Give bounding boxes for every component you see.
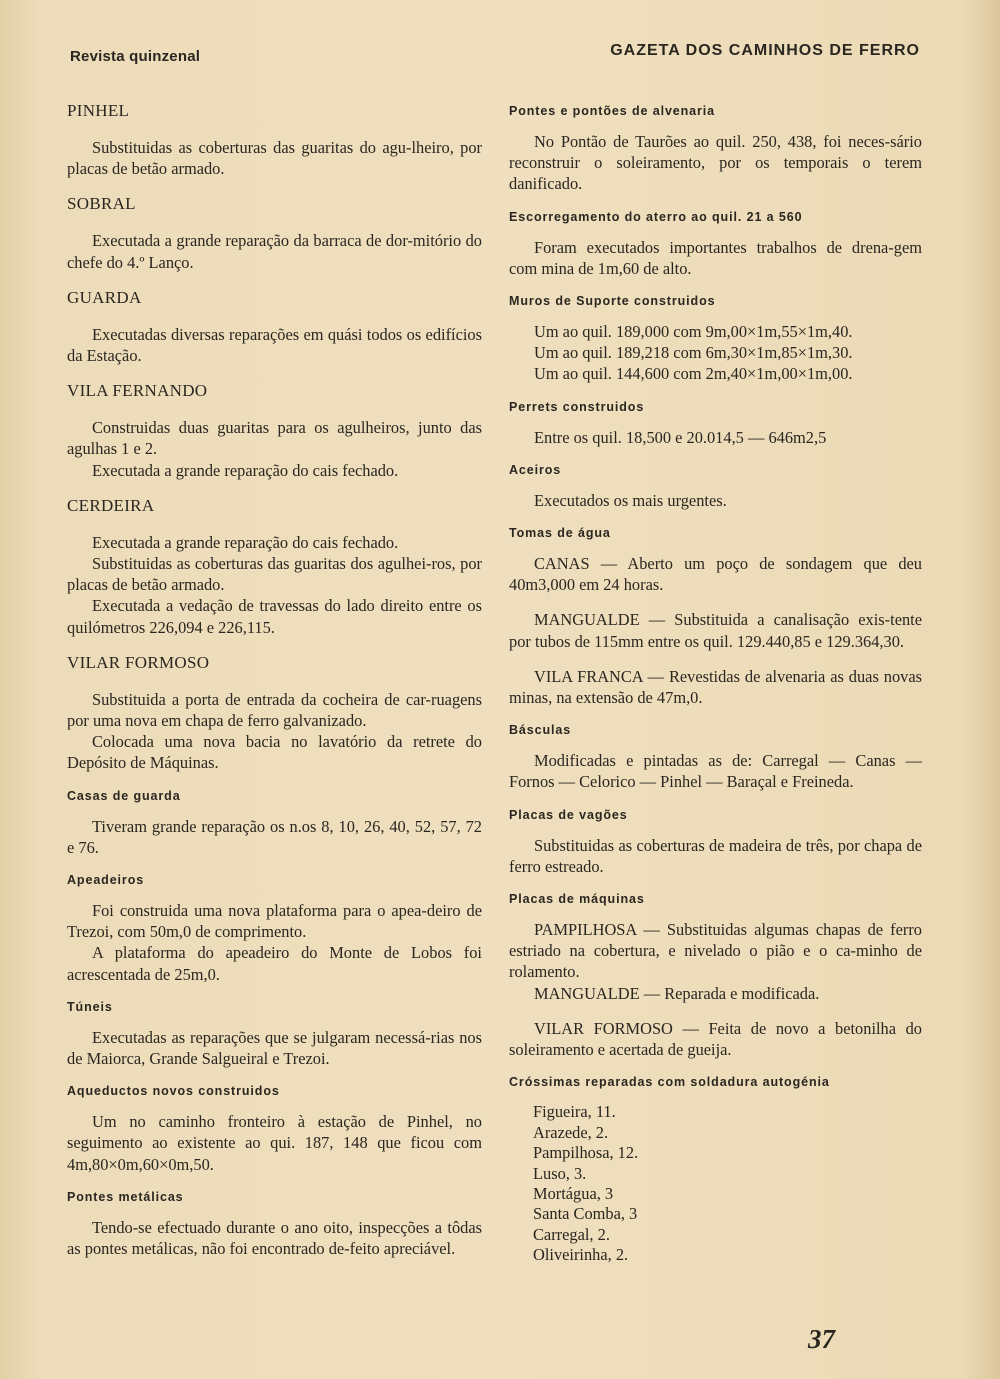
paragraph: Executadas diversas reparações em quási todos os edifícios da Estação. [67,324,482,366]
subheading-escorregamento: Escorregamento do aterro ao quil. 21 a 560 [509,209,803,224]
paragraph: No Pontão de Taurões ao quil. 250, 438, foi neces-sário reconstruir o soleiramento, por os temporais o terem danificado. [509,132,922,194]
paragraph: VILAR FORMOSO — Feita de novo a betonilha do soleiramento e acertada de gueija. [509,1018,922,1060]
text-line: Um ao quil. 189,000 com 9m,00×1m,55×1m,40. [534,322,853,342]
running-header-right: GAZETA DOS CAMINHOS DE FERRO [610,42,920,59]
section-title-sobral: SOBRAL [67,194,136,214]
paragraph: Construidas duas guaritas para os agulheiros, junto das agulhas 1 e 2. [67,418,482,459]
list-item: Pampilhosa, 12. [533,1143,639,1163]
paragraph: Modificadas e pintadas as de: Carregal — Canas — Fornos — Celorico — Pinhel — Baraçal e Freineda. [509,751,922,792]
subheading-placas-de-maquinas: Placas de máquinas [509,892,645,907]
paragraph: Foram executados importantes trabalhos de drena-gem com mina de 1m,60 de alto. [509,237,922,278]
list-item: Luso, 3. [533,1163,587,1183]
paragraph: A plataforma do apeadeiro do Monte de Lobos foi acrescentada de 25m,0. [67,943,482,984]
subheading-placas-de-vagoes: Placas de vagões [509,807,628,822]
text-line: Um ao quil. 144,600 com 2m,40×1m,00×1m,00. [534,364,853,384]
subheading-tomas-de-agua: Tomas de água [509,526,611,541]
left-column [67,100,482,1259]
section-title-pinhel: PINHEL [67,101,130,120]
paragraph: Executada a grande reparação do cais fechado. [92,460,399,480]
paragraph: Um no caminho fronteiro à estação de Pinhel, no seguimento ao existente ao qui. 187, 148 que ficou com 4m,80×0m,60×0m,50. [67,1112,482,1174]
right-column [509,103,922,1266]
section-title-vilar-formoso: VILAR FORMOSO [67,652,210,672]
subheading-casas-de-guarda: Casas de guarda [67,788,181,803]
text-line: Entre os quil. 18,500 e 20.014,5 — 646m2,5 [534,427,827,447]
paragraph: Executada a vedação de travessas do lado direito entre os quilómetros 226,094 e 226,115. [67,596,482,637]
subheading-basculas: Básculas [509,723,572,738]
subheading-aqueductos: Aqueductos novos construidos [67,1084,280,1099]
paragraph: Substituida a porta de entrada da cocheira de car-ruagens por uma nova em chapa de ferro galvanizado. [67,689,482,731]
subheading-muros-de-suporte: Muros de Suporte construidos [509,294,716,309]
paragraph: Executados os mais urgentes. [534,490,727,510]
paragraph: Tendo-se efectuado durante o ano oito, inspecções a tôdas as pontes metálicas, não foi encontrado de-feito apreciável. [67,1217,482,1259]
crossimas-list [533,1102,922,1265]
list-item: Arazede, 2. [533,1122,609,1142]
paragraph: Executadas as reparações que se julgaram necessá-rias nos de Maiorca, Grande Salgueiral e Trezoi. [67,1027,482,1069]
subheading-crossimas: Cróssimas reparadas com soldadura autogénia [509,1075,830,1090]
subheading-aceiros: Aceiros [509,462,562,477]
paragraph: Substituidas as coberturas das guaritas dos agulhei-ros, por placas de betão armado. [67,554,482,595]
paragraph: MANGUALDE — Substituida a canalisação exis-tente por tubos de 115mm entre os quil. 129.440,85 e 129.364,30. [509,610,922,651]
section-title-guarda: GUARDA [67,287,142,307]
list-item: Figueira, 11. [533,1102,616,1122]
subheading-perrets: Perrets construidos [509,399,645,414]
subheading-pontes-alvenaria: Pontes e pontões de alvenaria [509,104,716,118]
list-item: Oliveirinha, 2. [533,1245,629,1265]
paragraph: Substituidas as coberturas de madeira de três, por chapa de ferro estreado. [509,835,922,876]
section-title-vila-fernando: VILA FERNANDO [67,381,208,401]
paragraph: Foi construida uma nova plataforma para o apea-deiro de Trezoi, com 50m,0 de comprimento. [67,901,482,942]
paragraph: Executada a grande reparação do cais fechado. [92,532,399,552]
paragraph: MANGUALDE — Reparada e modificada. [534,983,820,1003]
paragraph: VILA FRANCA — Revestidas de alvenaria as duas novas minas, na extensão de 47m,0. [509,666,922,708]
text-line: Um ao quil. 189,218 com 6m,30×1m,85×1m,30. [534,343,853,363]
running-header-left: Revista quinzenal [70,48,201,65]
paragraph: CANAS — Aberto um poço de sondagem que deu 40m3,000 em 24 horas. [509,554,922,595]
list-item: Mortágua, 3 [533,1183,614,1203]
paragraph: PAMPILHOSA — Substituidas algumas chapas de ferro estriado na cobertura, e nivelado o pião e o ca-minho de rolamento. [509,920,922,982]
paragraph: Colocada uma nova bacia no lavatório da retrete do Depósito de Máquinas. [67,732,482,773]
list-item: Santa Comba, 3 [533,1204,638,1224]
paragraph: Tiveram grande reparação os n.os 8, 10, 26, 40, 52, 57, 72 e 76. [67,816,482,857]
paragraph: Executada a grande reparação da barraca de dor-mitório do chefe do 4.º Lanço. [67,231,482,272]
subheading-apeadeiros: Apeadeiros [67,873,145,888]
section-title-cerdeira: CERDEIRA [67,495,155,515]
subheading-tuneis: Túneis [67,999,113,1014]
subheading-pontes-metalicas: Pontes metálicas [67,1189,184,1204]
page-number: 37 [808,1324,835,1354]
list-item: Carregal, 2. [533,1224,610,1244]
paragraph: Substituidas as coberturas das guaritas do agu-lheiro, por placas de betão armado. [67,138,482,179]
